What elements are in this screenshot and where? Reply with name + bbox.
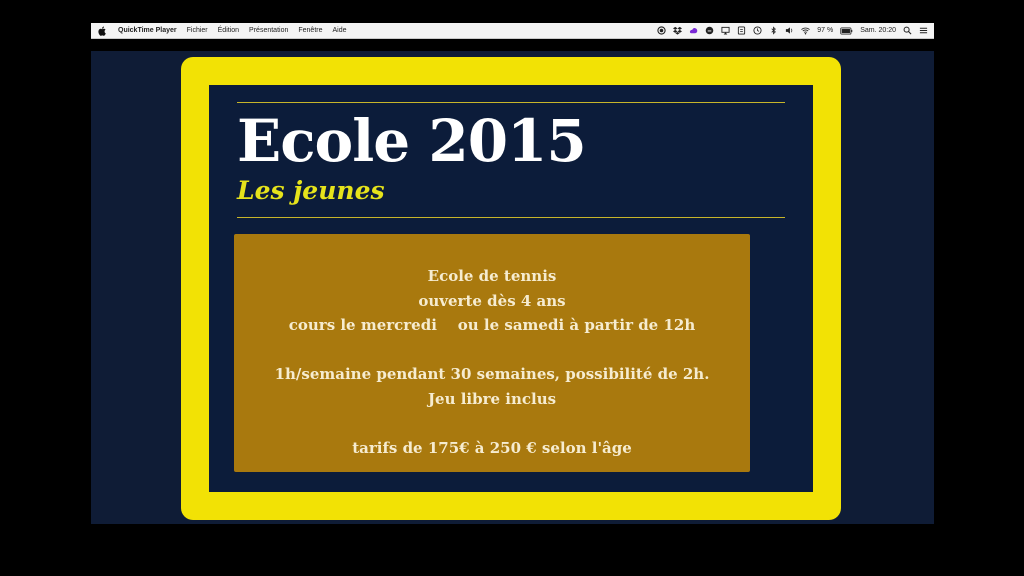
info-line-age: ouverte dès 4 ans: [418, 291, 566, 310]
spotlight-icon[interactable]: [903, 26, 912, 35]
title-bottom-rule: [237, 217, 785, 218]
menu-aide[interactable]: Aide: [332, 27, 347, 34]
app-menu-quicktime[interactable]: QuickTime Player: [118, 27, 177, 34]
presentation-screen: [91, 51, 934, 524]
slide-yellow-frame: [181, 57, 841, 520]
slide-subtitle: Les jeunes: [237, 176, 385, 205]
menu-fenetre[interactable]: Fenêtre: [298, 27, 323, 34]
info-line-pricing: tarifs de 175€ à 250 € selon l'âge: [352, 438, 632, 457]
time-machine-icon[interactable]: [753, 26, 762, 35]
info-line-free-play: Jeu libre inclus: [427, 389, 557, 408]
info-box: [234, 234, 750, 472]
bluetooth-icon[interactable]: [769, 26, 778, 35]
info-line-spacer: [234, 411, 750, 436]
menu-edition[interactable]: Édition: [217, 27, 240, 34]
apple-icon[interactable]: [97, 26, 106, 36]
battery-icon[interactable]: [840, 26, 853, 35]
battery-percent: 97 %: [817, 27, 834, 34]
slide-title: Ecole 2015: [237, 107, 586, 175]
macos-menu-bar: [91, 23, 934, 39]
slide: [209, 85, 813, 492]
sync-icon[interactable]: [737, 26, 746, 35]
dropbox-icon[interactable]: [673, 26, 682, 35]
wifi-icon[interactable]: [801, 26, 810, 35]
airplay-icon[interactable]: [721, 26, 730, 35]
title-top-rule: [237, 102, 785, 103]
creative-cloud-icon[interactable]: [689, 26, 698, 35]
info-line-school: Ecole de tennis: [427, 267, 557, 285]
menu-presentation[interactable]: Présentation: [249, 27, 289, 34]
menu-bar-clock[interactable]: Sam. 20:20: [860, 27, 896, 34]
info-line-spacer: [234, 338, 750, 363]
notification-center-icon[interactable]: [919, 26, 928, 35]
cloud-icon[interactable]: [705, 26, 714, 35]
info-line-frequency: 1h/semaine pendant 30 semaines, possibilité de 2h.: [274, 365, 710, 383]
volume-icon[interactable]: [785, 26, 794, 35]
record-icon[interactable]: [657, 26, 666, 35]
menu-fichier[interactable]: Fichier: [186, 27, 208, 34]
info-line-schedule: cours le mercredi ou le samedi à partir de 12h: [288, 316, 696, 334]
